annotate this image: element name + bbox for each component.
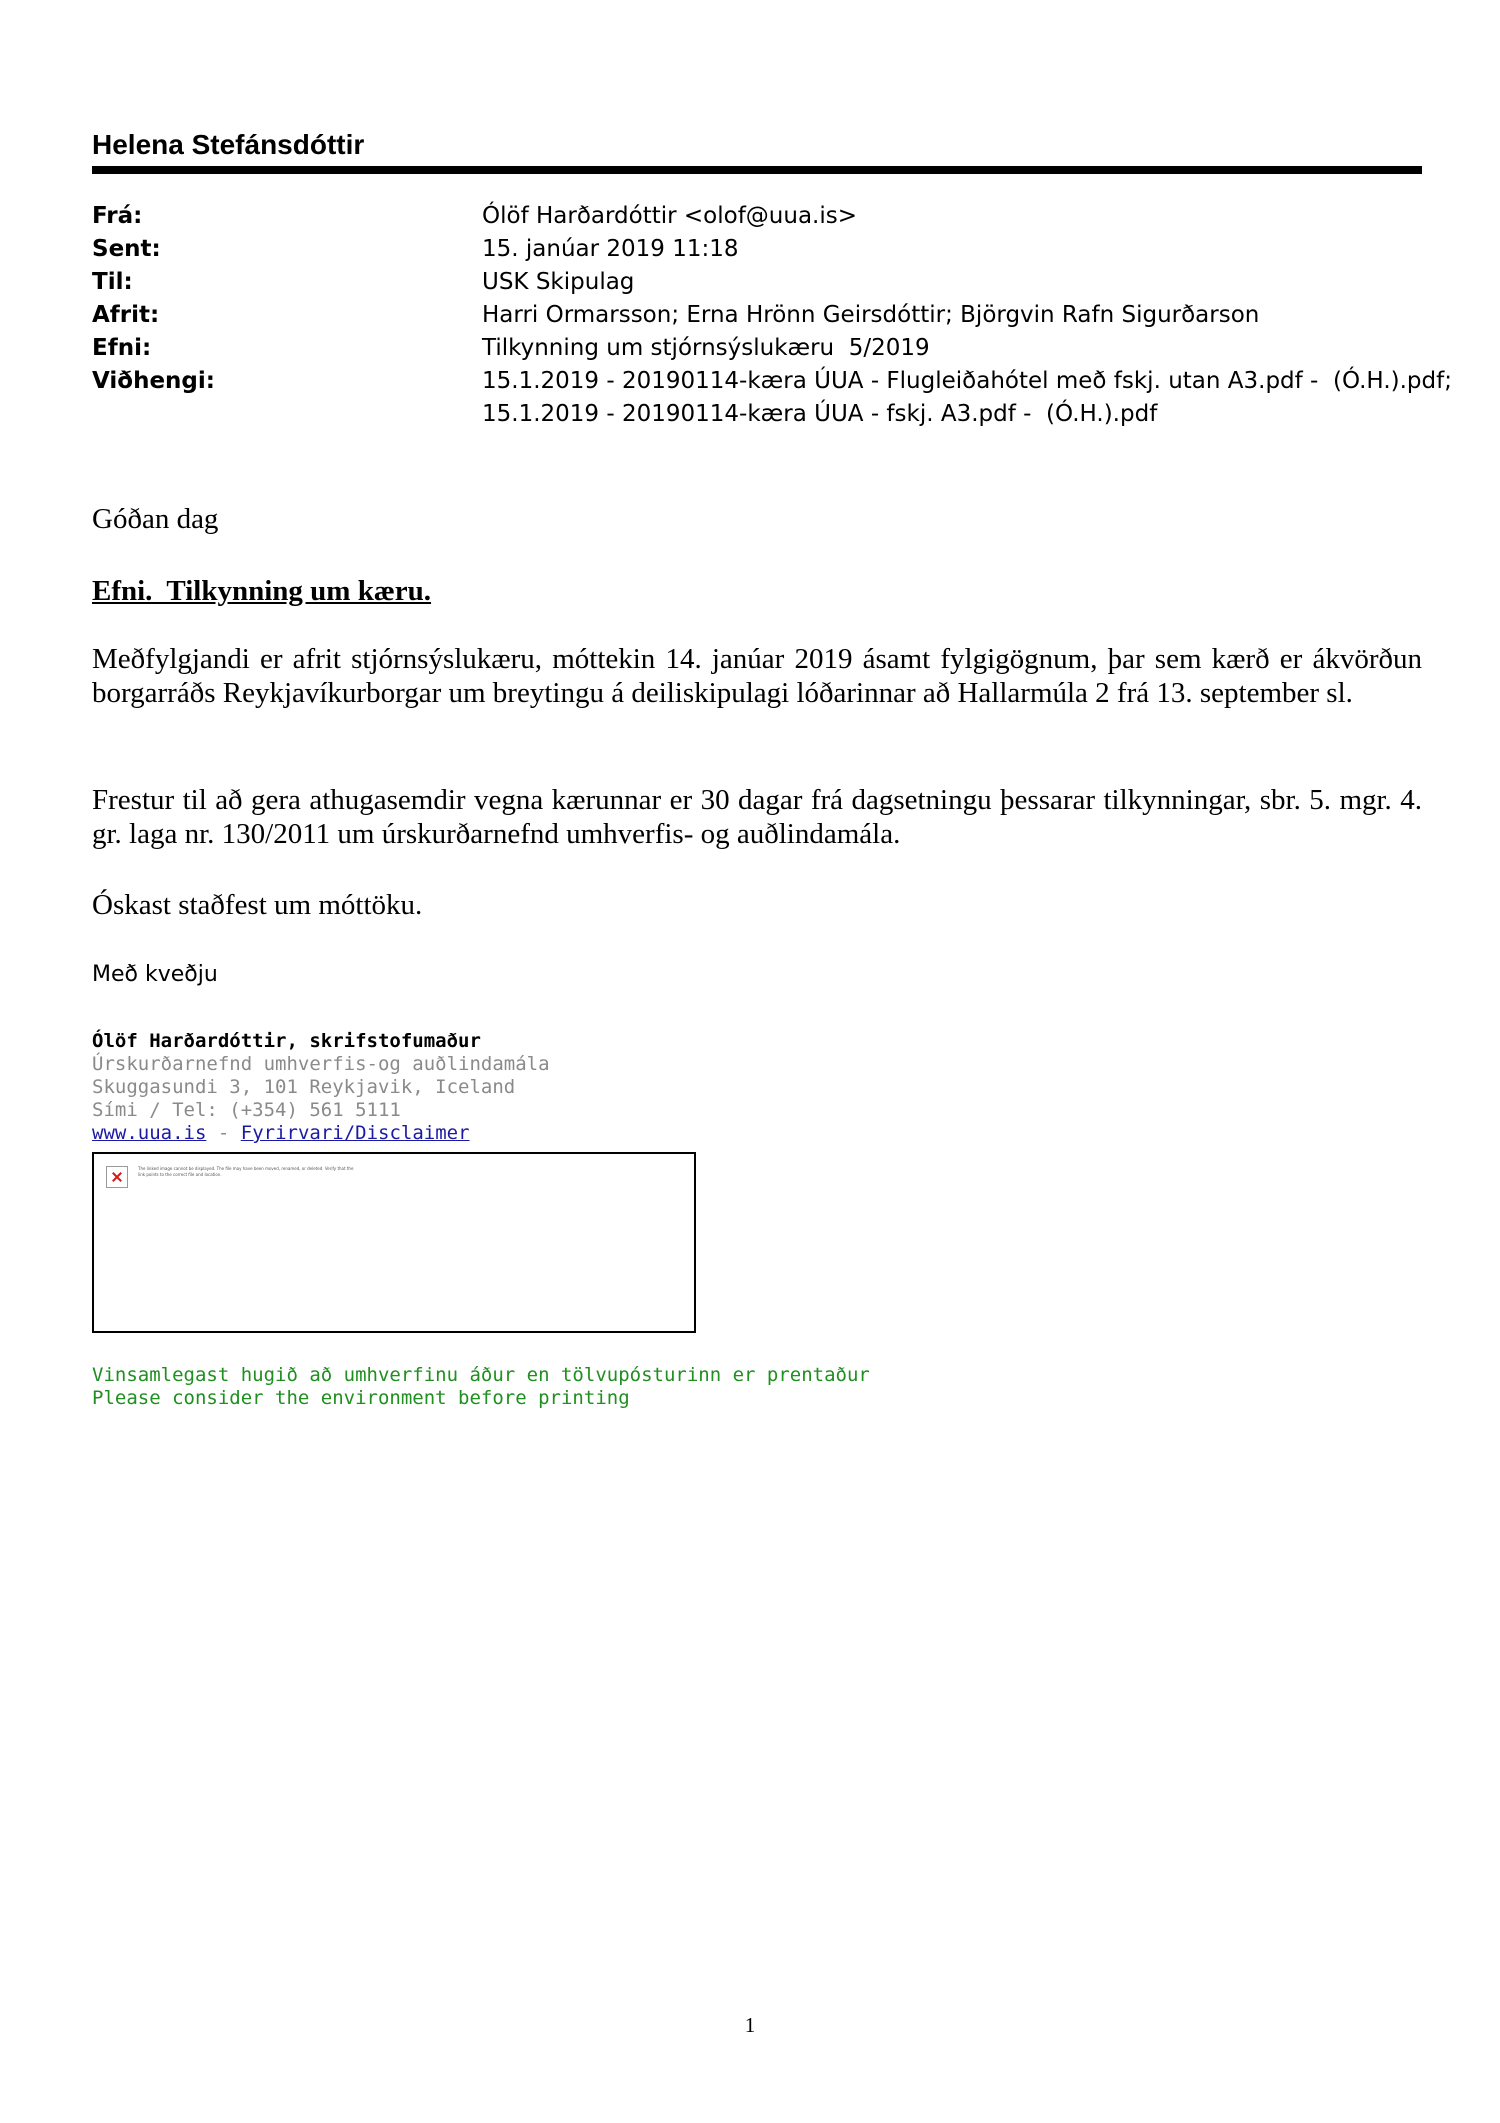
disclaimer-link[interactable]: Fyrirvari/Disclaimer bbox=[240, 1122, 470, 1144]
environment-note-is: Vinsamlegast hugið að umhverfinu áður en tölvupósturinn er prentaður bbox=[92, 1364, 870, 1386]
website-link[interactable]: www.uua.is bbox=[92, 1122, 207, 1144]
body-paragraph-1: Meðfylgjandi er afrit stjórnsýslukæru, móttekin 14. janúar 2019 ásamt fylgigögnum, þar sem kærð er ákvörðun borgarráðs Reykjavíkurborgar um breytingu á deiliskipulagi lóðarinnar að Hallarmúla 2 frá 13. september sl. bbox=[92, 643, 1422, 709]
closing: Með kveðju bbox=[92, 962, 218, 987]
from-label: Frá: bbox=[92, 203, 143, 229]
sent-label: Sent: bbox=[92, 236, 161, 262]
page-number: 1 bbox=[744, 2013, 756, 2037]
signature-phone: Sími / Tel: (+354) 561 5111 bbox=[92, 1099, 401, 1121]
attachment-1[interactable]: 15.1.2019 - 20190114-kæra ÚUA - Flugleiðahótel með fskj. utan A3.pdf - (Ó.H.).pdf; bbox=[482, 368, 1452, 394]
link-separator: - bbox=[217, 1122, 230, 1144]
signature-links bbox=[92, 1122, 470, 1145]
subject-value: Tilkynning um stjórnsýslukæru 5/2019 bbox=[482, 335, 930, 361]
sender-name: Helena Stefánsdóttir bbox=[92, 129, 365, 160]
signature-name: Ólöf Harðardóttir, skrifstofumaður bbox=[92, 1030, 481, 1052]
header-divider bbox=[92, 166, 1422, 174]
body-paragraph-2: Frestur til að gera athugasemdir vegna kærunnar er 30 dagar frá dagsetningu þessarar tilkynningar, sbr. 5. mgr. 4. gr. laga nr. 130/2011 um úrskurðarnefnd umhverfis- og auðlindamála. bbox=[92, 784, 1422, 850]
attachments-label: Viðhengi: bbox=[92, 368, 215, 394]
attachment-2[interactable]: 15.1.2019 - 20190114-kæra ÚUA - fskj. A3.pdf - (Ó.H.).pdf bbox=[482, 401, 1158, 427]
environment-note-en: Please consider the environment before printing bbox=[92, 1387, 630, 1409]
broken-image-placeholder bbox=[92, 1152, 696, 1333]
broken-image-icon bbox=[106, 1166, 128, 1188]
cc-value: Harri Ormarsson; Erna Hrönn Geirsdóttir; Björgvin Rafn Sigurðarson bbox=[482, 302, 1260, 328]
cc-label: Afrit: bbox=[92, 302, 160, 328]
from-value: Ólöf Harðardóttir <olof@uua.is> bbox=[482, 203, 858, 229]
sent-value: 15. janúar 2019 11:18 bbox=[482, 236, 739, 262]
to-value: USK Skipulag bbox=[482, 269, 635, 295]
signature-organization: Úrskurðarnefnd umhverfis-og auðlindamála bbox=[92, 1053, 550, 1075]
body-subject-line: Efni. Tilkynning um kæru. bbox=[92, 575, 432, 607]
body-paragraph-3: Óskast staðfest um móttöku. bbox=[92, 889, 423, 921]
signature-address: Skuggasundi 3, 101 Reykjavik, Iceland bbox=[92, 1076, 516, 1098]
greeting: Góðan dag bbox=[92, 503, 219, 535]
subject-label: Efni: bbox=[92, 335, 152, 361]
to-label: Til: bbox=[92, 269, 133, 295]
broken-image-text: The linked image cannot be displayed. The file may have been moved, renamed, or deleted. Verify that the link points to the correct file and location. bbox=[138, 1166, 354, 1177]
